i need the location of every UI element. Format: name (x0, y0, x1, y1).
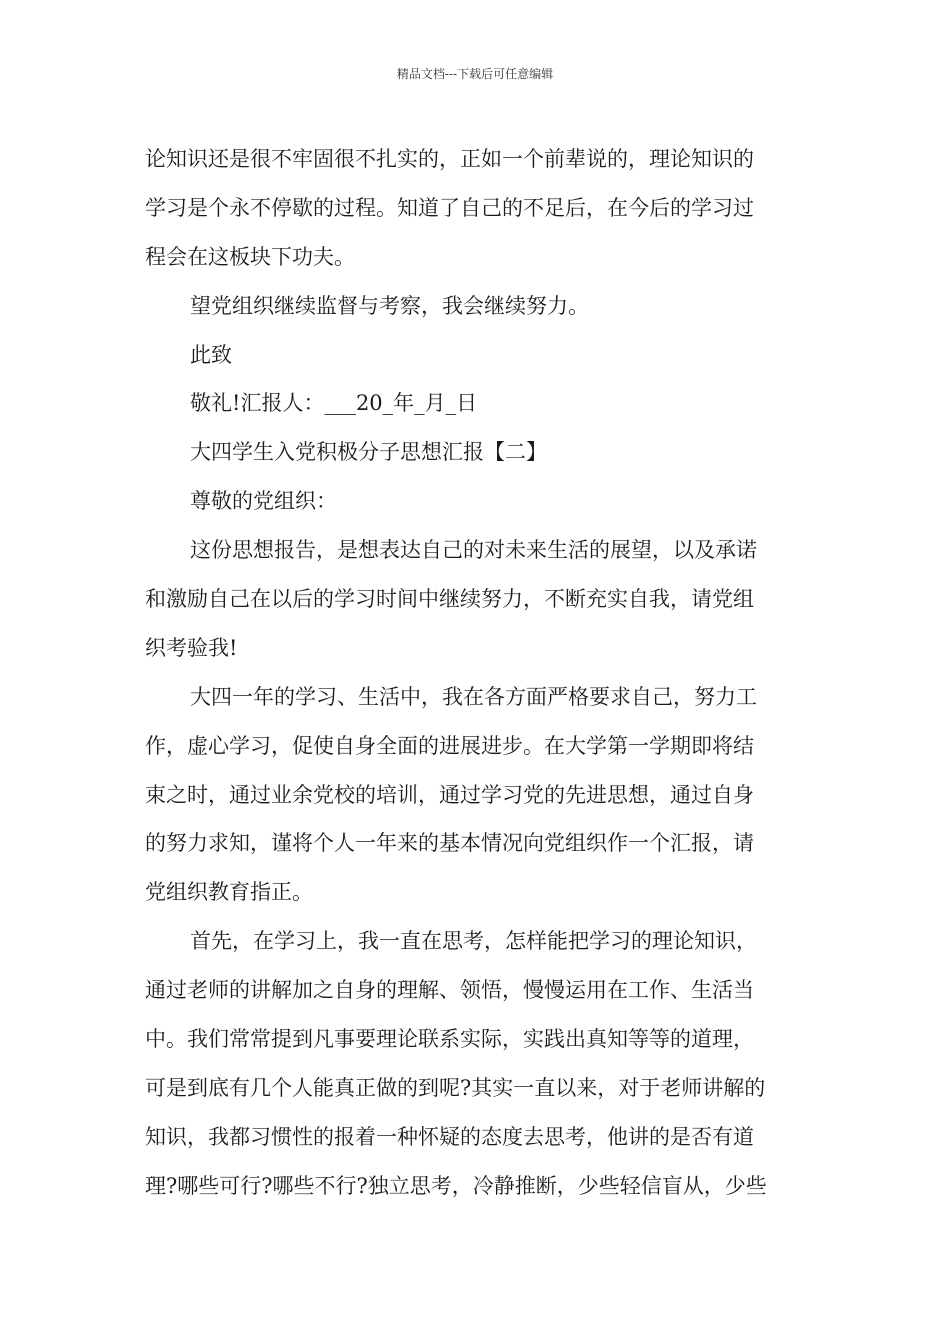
text-line: 作，虚心学习，促使自身全面的进展进步。在大学第一学期即将结 (145, 733, 754, 758)
text-line: 的努力求知，谨将个人一年来的基本情况向党组织作一个汇报，请 (145, 831, 754, 856)
text-line: 束之时，通过业余党校的培训，通过学习党的先进思想，通过自身 (145, 782, 754, 807)
text-line: 敬礼!汇报人：___20_年_月_日 (190, 391, 478, 416)
text-line: 望党组织继续监督与考察，我会继续努力。 (190, 293, 589, 318)
text-line: 和激励自己在以后的学习时间中继续努力，不断充实自我，请党组 (145, 587, 754, 612)
text-line: 知识，我都习惯性的报着一种怀疑的态度去思考，他讲的是否有道 (145, 1124, 754, 1149)
text-line: 学习是个永不停歇的过程。知道了自己的不足后，在今后的学习过 (145, 195, 754, 220)
text-line: 党组织教育指正。 (145, 880, 313, 905)
document-body (145, 135, 810, 1211)
text-line: 这份思想报告，是想表达自己的对未来生活的展望，以及承诺 (190, 538, 757, 563)
text-line: 理?哪些可行?哪些不行?独立思考，冷静推断，少些轻信盲从，少些 (145, 1173, 767, 1198)
text-line: 可是到底有几个人能真正做的到呢?其实一直以来，对于老师讲解的 (145, 1075, 766, 1100)
page-header: 精品文档---下载后可任意编辑 (396, 67, 554, 81)
text-line: 中。我们常常提到凡事要理论联系实际，实践出真知等等的道理， (145, 1027, 754, 1052)
text-line: 大四一年的学习、生活中，我在各方面严格要求自己，努力工 (190, 684, 757, 709)
text-line: 首先，在学习上，我一直在思考，怎样能把学习的理论知识， (190, 929, 757, 954)
text-line: 通过老师的讲解加之自身的理解、领悟，慢慢运用在工作、生活当 (145, 978, 754, 1003)
text-line: 尊敬的党组织： (190, 489, 337, 514)
text-line: 程会在这板块下功夫。 (145, 244, 355, 269)
text-line: 大四学生入党积极分子思想汇报【二】 (190, 440, 547, 465)
text-line: 论知识还是很不牢固很不扎实的，正如一个前辈说的，理论知识的 (145, 147, 754, 171)
text-line: 此致 (190, 342, 232, 367)
text-line: 织考验我! (145, 635, 238, 660)
